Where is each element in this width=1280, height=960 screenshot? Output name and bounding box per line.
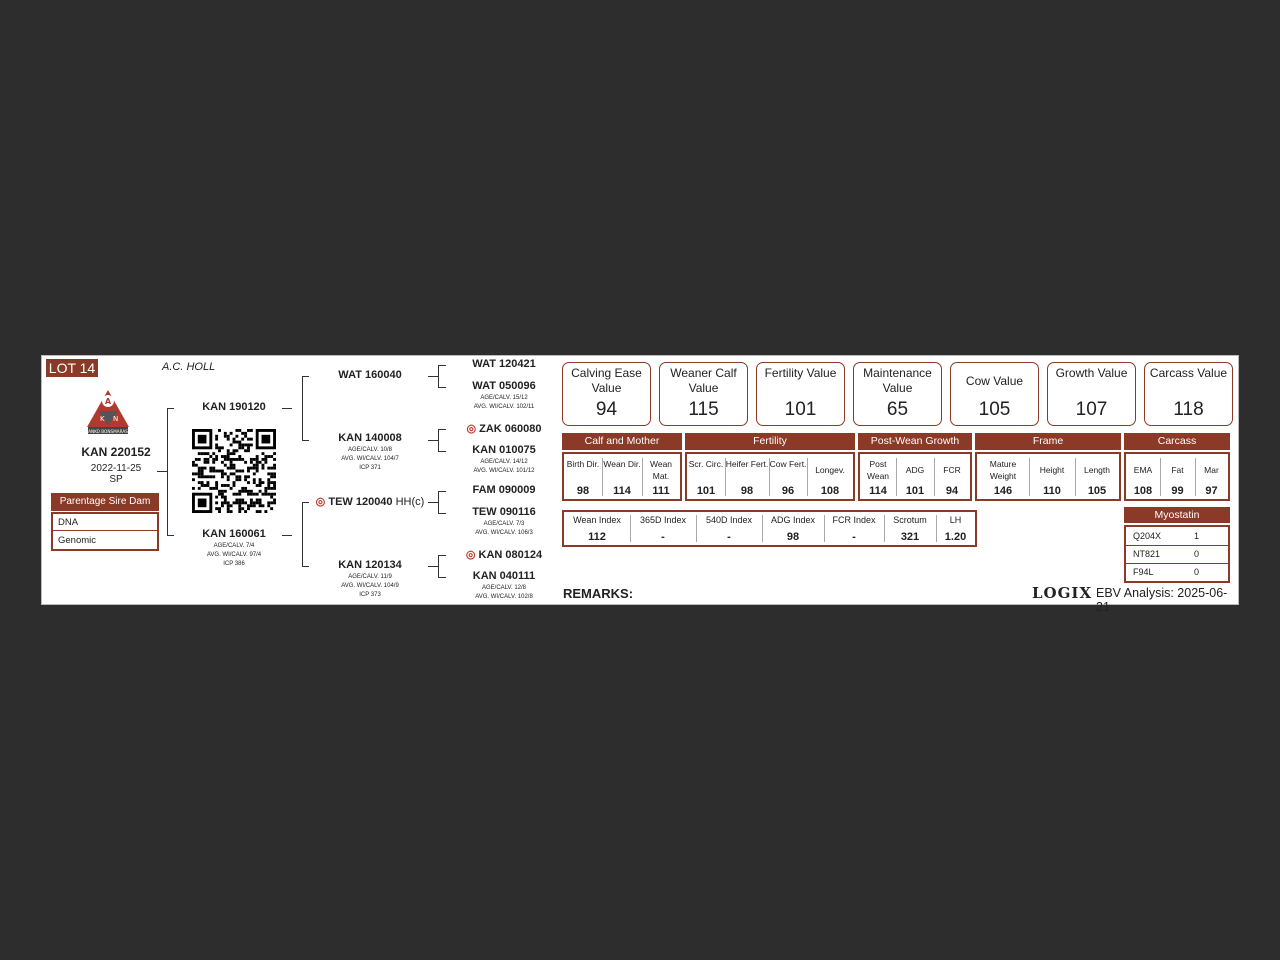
parentage-box bbox=[51, 512, 159, 551]
sdd-details: AGE/CALV. 14/12 AVG. WI/CALV. 101/12 bbox=[473, 459, 535, 474]
sds-name: ◎ ZAK 060080 bbox=[466, 423, 542, 435]
group-header-fertility: Fertility bbox=[685, 433, 855, 450]
ddd-name: KAN 040111 bbox=[472, 570, 536, 582]
parentage-header: Parentage Sire Dam bbox=[51, 493, 159, 511]
lot-badge: LOT 14 bbox=[46, 359, 98, 377]
myostatin-row: Q204X 1 bbox=[1126, 527, 1228, 546]
group-calf-mother: Birth Dir. 98 Wean Dir. 114 Wean Mat. 111 bbox=[562, 452, 682, 501]
svg-text:A: A bbox=[104, 397, 112, 406]
sd-details: AGE/CALV. 10/8 AVG. WI/CALV. 104/7 ICP 371 bbox=[341, 447, 399, 471]
qr-code-icon bbox=[192, 429, 276, 513]
group-post-wean: Post Wean 114 ADG 101 FCR 94 bbox=[858, 452, 972, 501]
sss-name: WAT 120421 bbox=[472, 358, 536, 370]
animal-breed: SP bbox=[109, 474, 123, 485]
svg-text:K: K bbox=[100, 415, 105, 423]
dsd-details: AGE/CALV. 7/3 AVG. WI/CALV. 106/3 bbox=[475, 521, 533, 536]
group-header-post-wean: Post-Wean Growth bbox=[858, 433, 972, 450]
value-box-carcass: Carcass Value 118 bbox=[1144, 362, 1233, 426]
sd-name: KAN 140008 bbox=[338, 432, 402, 444]
index-table: Wean Index 112 365D Index - 540D Index - ADG Index 98 FCR Index - Scrotum 321 LH 1.20 bbox=[562, 510, 977, 547]
dd-details: AGE/CALV. 11/9 AVG. WI/CALV. 104/9 ICP 373 bbox=[341, 574, 399, 598]
value-box-weaner-calf: Weaner Calf Value 115 bbox=[659, 362, 748, 426]
dam-name: KAN 160061 bbox=[202, 528, 266, 540]
group-header-carcass: Carcass bbox=[1124, 433, 1230, 450]
remarks-label: REMARKS: bbox=[563, 586, 634, 601]
svg-text:N: N bbox=[113, 415, 119, 423]
breeder-name: A.C. HOLL bbox=[162, 361, 216, 373]
ssd-details: AGE/CALV. 15/12 AVG. WI/CALV. 102/11 bbox=[473, 395, 535, 410]
dd-name: KAN 120134 bbox=[338, 559, 402, 571]
anko-logo-icon bbox=[86, 389, 130, 435]
animal-id: KAN 220152 bbox=[81, 445, 151, 459]
myostatin-row: NT821 0 bbox=[1126, 545, 1228, 564]
ds-name: ◎ TEW 120040 HH(c) bbox=[315, 496, 425, 508]
target-marker-icon: ◎ bbox=[466, 423, 477, 435]
analysis-date: EBV Analysis: 2025-06-21 bbox=[1096, 586, 1228, 614]
dds-name: ◎ KAN 080124 bbox=[465, 549, 543, 561]
sdd-name: KAN 010075 bbox=[472, 444, 536, 456]
myostatin-table bbox=[1124, 525, 1230, 583]
target-marker-icon: ◎ bbox=[465, 549, 476, 561]
ss-name: WAT 160040 bbox=[338, 369, 402, 381]
dam-details: AGE/CALV. 7/4 AVG. WI/CALV. 97/4 ICP 386 bbox=[206, 543, 262, 567]
value-box-growth: Growth Value 107 bbox=[1047, 362, 1136, 426]
sire-name: KAN 190120 bbox=[202, 401, 266, 413]
logix-brand: LOGIX bbox=[1032, 584, 1093, 602]
dsd-name: TEW 090116 bbox=[472, 506, 536, 518]
ddd-details: AGE/CALV. 12/8 AVG. WI/CALV. 102/8 bbox=[475, 585, 533, 600]
group-header-calf-mother: Calf and Mother bbox=[562, 433, 682, 450]
group-frame: Mature Weight 146 Height 110 Length 105 bbox=[975, 452, 1121, 501]
dss-name: FAM 090009 bbox=[472, 484, 536, 496]
svg-text:ANKO BONSMARAS: ANKO BONSMARAS bbox=[88, 429, 128, 434]
myostatin-header: Myostatin bbox=[1124, 507, 1230, 523]
value-box-maintenance: Maintenance Value 65 bbox=[853, 362, 942, 426]
group-fertility: Scr. Circ. 101 Heifer Fert. 98 Cow Fert. 96 Longev. 108 bbox=[685, 452, 855, 501]
value-box-fertility: Fertility Value 101 bbox=[756, 362, 845, 426]
value-box-calving-ease: Calving Ease Value 94 bbox=[562, 362, 651, 426]
parentage-dna: DNA bbox=[53, 514, 157, 531]
target-marker-icon: ◎ bbox=[315, 496, 326, 508]
animal-date: 2022-11-25 bbox=[90, 463, 142, 474]
value-box-cow: Cow Value 105 bbox=[950, 362, 1039, 426]
group-carcass: EMA 108 Fat 99 Mar 97 bbox=[1124, 452, 1230, 501]
group-header-frame: Frame bbox=[975, 433, 1121, 450]
ssd-name: WAT 050096 bbox=[472, 380, 536, 392]
myostatin-row: F94L 0 bbox=[1133, 567, 1200, 577]
parentage-genomic: Genomic bbox=[58, 535, 97, 546]
lot-card bbox=[41, 355, 1239, 614]
